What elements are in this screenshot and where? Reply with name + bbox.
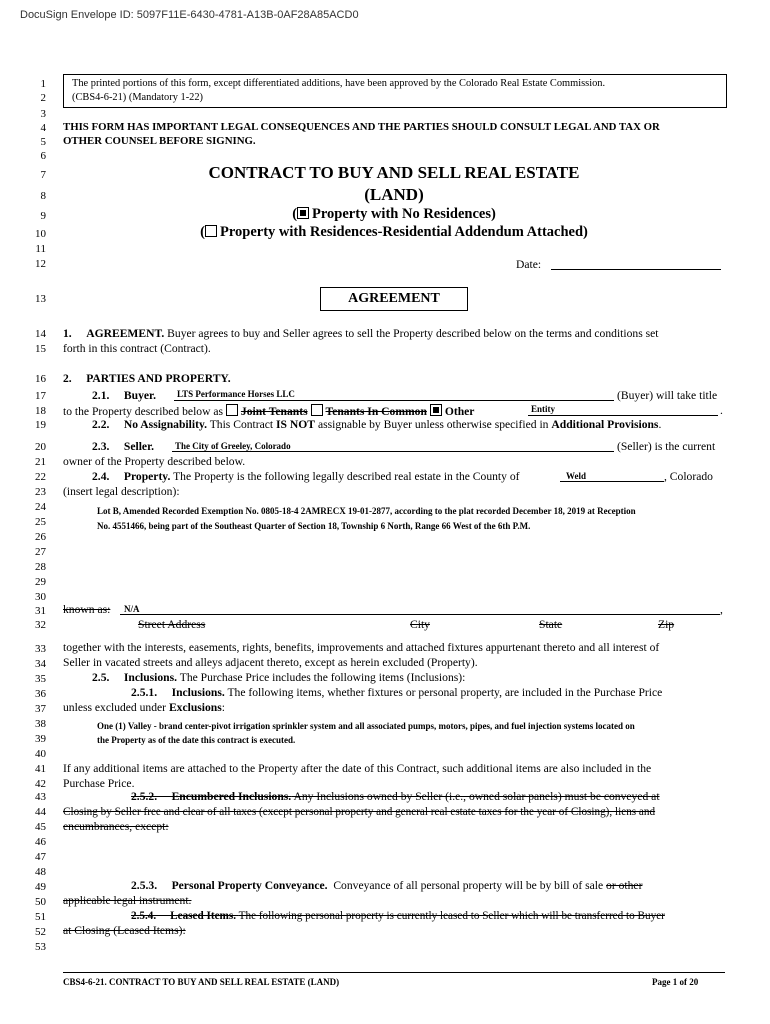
section-1-heading: AGREEMENT. <box>86 327 165 340</box>
known-as-label: known as: <box>63 603 111 616</box>
line-number: 22 <box>35 471 46 483</box>
inclusions-description-1: One (1) Valley - brand center-pivot irrigation sprinkler system and all associated pumps, motors, pipes, and fuel injection systems located on <box>97 721 635 731</box>
other-value: Entity <box>531 404 556 414</box>
line-number: 10 <box>35 228 46 240</box>
line-number: 2 <box>40 92 46 104</box>
document-subtitle: (LAND) <box>364 185 424 204</box>
line-number: 14 <box>35 328 46 340</box>
county-field[interactable] <box>560 481 664 482</box>
other-checkbox[interactable] <box>430 404 442 416</box>
line-number: 17 <box>35 390 46 402</box>
known-as-value: N/A <box>124 604 140 614</box>
buyer-field[interactable] <box>174 400 614 401</box>
leased-items-line <box>131 909 665 923</box>
assignability-label: 2.2. No Assignability. <box>92 418 207 431</box>
line-number: 40 <box>35 748 46 760</box>
line-number: 24 <box>35 501 46 513</box>
line-number: 12 <box>35 258 46 270</box>
encumbered-line-1 <box>131 790 660 804</box>
line-number: 1 <box>40 78 46 90</box>
line-number: 43 <box>35 791 46 803</box>
encumbered-label: 2.5.2. Encumbered Inclusions. <box>131 790 292 803</box>
personal-property-label: 2.5.3. Personal Property Conveyance. <box>131 879 328 892</box>
line-number: 35 <box>35 673 46 685</box>
tenants-common-label: Tenants In Common <box>325 405 427 418</box>
notice-line-1: The printed portions of this form, except differentiated additions, have been approved by the Colorado Real Estate Commission. <box>72 78 606 89</box>
section-1-line-1 <box>63 327 659 341</box>
notice-line-2: (CBS4-6-21) (Mandatory 1-22) <box>72 92 204 103</box>
line-number: 36 <box>35 688 46 700</box>
line-number: 44 <box>35 806 46 818</box>
encumbered-line-3: encumbrances, except: <box>63 820 169 833</box>
seller-value: The City of Greeley, Colorado <box>175 441 291 451</box>
line-number: 7 <box>40 169 46 181</box>
known-as-comma: , <box>720 603 723 616</box>
commission-notice-box <box>63 74 727 108</box>
footer-form-id: CBS4-6-21. CONTRACT TO BUY AND SELL REAL ESTATE (LAND) <box>63 977 340 987</box>
other-field[interactable] <box>528 415 718 416</box>
state-label: State <box>539 618 563 631</box>
inclusions-251-line <box>131 686 662 700</box>
line-number: 9 <box>40 210 46 222</box>
title-options <box>63 404 474 419</box>
seller-tail: (Seller) is the current <box>617 440 716 453</box>
line-number: 37 <box>35 703 46 715</box>
line-number: 18 <box>35 405 46 417</box>
line-number: 27 <box>35 546 46 558</box>
zip-label: Zip <box>658 618 675 631</box>
buyer-value: LTS Performance Horses LLC <box>177 389 295 399</box>
legal-description-line-1: Lot B, Amended Recorded Exemption No. 0805-18-4 2AMRECX 19-01-2877, according to the plat recorded December 18, 2019 at Reception <box>97 506 636 516</box>
date-field[interactable] <box>551 269 721 270</box>
inclusions-label: 2.5. Inclusions. <box>92 671 178 684</box>
seller-label: 2.3. Seller. <box>92 440 155 453</box>
encumbered-line-2: Closing by Seller free and clear of all taxes (except personal property and general real estate taxes for the year of Closing), liens and <box>63 806 656 818</box>
legal-warning-line-2: OTHER COUNSEL BEFORE SIGNING. <box>63 135 256 147</box>
inclusions-description-2: the Property as of the date this contract is executed. <box>97 735 296 745</box>
title-prefix: to the Property described below as <box>63 405 224 418</box>
personal-property-text: Conveyance of all personal property will be by bill of sale <box>333 879 604 892</box>
footer-rule <box>63 972 725 973</box>
line-number: 8 <box>40 190 46 202</box>
additional-items-line-2: Purchase Price. <box>63 777 135 790</box>
line-number: 21 <box>35 456 46 468</box>
footer-page-number: Page 1 of 20 <box>652 977 699 987</box>
additional-items-line-1: If any additional items are attached to the Property after the date of this Contract, such additional items are also included in the <box>63 762 652 775</box>
leased-items-line-2: at Closing (Leased Items): <box>63 924 186 937</box>
assignability-line: 2.2. No Assignability. This Contract IS NOT assignable by Buyer unless otherwise specified in Additional Provisions. <box>92 418 662 431</box>
line-number: 19 <box>35 419 46 431</box>
personal-property-line-2: applicable legal instrument. <box>63 894 192 907</box>
street-address-label: Street Address <box>138 618 206 631</box>
together-line-2: Seller in vacated streets and alleys adjacent thereto, except as herein excluded (Property). <box>63 656 478 669</box>
legal-warning-line-1: THIS FORM HAS IMPORTANT LEGAL CONSEQUENCES AND THE PARTIES SHOULD CONSULT LEGAL AND TAX OR <box>63 121 660 133</box>
property-line <box>92 470 520 484</box>
other-label: Other <box>444 405 475 418</box>
line-number: 16 <box>35 373 46 385</box>
line-number: 47 <box>35 851 46 863</box>
line-number: 32 <box>35 619 46 631</box>
property-text: The Property is the following legally described real estate in the County of <box>173 470 520 483</box>
inclusions-text: The Purchase Price includes the following items (Inclusions): <box>179 671 466 684</box>
line-number: 5 <box>40 136 46 148</box>
inclusions-251-text: The following items, whether fixtures or personal property, are included in the Purchase Price <box>227 686 663 699</box>
known-as-field[interactable] <box>120 614 720 615</box>
personal-property-line <box>131 879 642 893</box>
section-2-heading: 2. PARTIES AND PROPERTY. <box>63 372 231 385</box>
line-number: 48 <box>35 866 46 878</box>
date-label: Date: <box>516 258 542 271</box>
joint-tenants-checkbox[interactable] <box>226 404 238 416</box>
assignability-text-a: This Contract <box>209 418 274 431</box>
together-line-1: together with the interests, easements, rights, benefits, improvements and attached fixtures appurtenant thereto and all interest of <box>63 641 660 654</box>
envelope-id: DocuSign Envelope ID: 5097F11E-6430-4781-A13B-0AF28A85ACD0 <box>20 9 359 21</box>
inclusions-251-line-2: unless excluded under Exclusions: <box>63 701 226 714</box>
legal-description-line-2: No. 4551466, being part of the Southeast Quarter of Section 18, Township 6 North, Range 66 West of the 6th P.M. <box>97 521 531 531</box>
buyer-label: 2.1. Buyer. <box>92 389 156 402</box>
option-residences: ( Property with Residences-Residential Addendum Attached) <box>200 224 588 240</box>
line-number: 31 <box>35 605 46 617</box>
line-number: 52 <box>35 926 46 938</box>
line-number: 3 <box>40 108 46 120</box>
assignability-text-c: assignable by Buyer unless otherwise specified in <box>317 418 549 431</box>
option-residences-label: Property with Residences-Residential Addendum Attached) <box>219 224 588 240</box>
tenants-common-checkbox[interactable] <box>311 404 323 416</box>
line-number: 42 <box>35 778 46 790</box>
line-number: 46 <box>35 836 46 848</box>
section-1-line-2: forth in this contract (Contract). <box>63 342 211 355</box>
city-label: City <box>410 618 430 631</box>
section-1-text: Buyer agrees to buy and Seller agrees to sell the Property described below on the terms and conditions set <box>167 327 659 340</box>
assignability-additional-provisions: Additional Provisions <box>551 418 659 431</box>
line-number: 34 <box>35 658 46 670</box>
line-number: 4 <box>40 122 46 134</box>
line-number: 15 <box>35 343 46 355</box>
exclusions-ref: Exclusions <box>168 701 222 714</box>
line-number: 20 <box>35 441 46 453</box>
inclusions-251-label: 2.5.1. Inclusions. <box>131 686 225 699</box>
line-number: 38 <box>35 718 46 730</box>
agreement-heading: AGREEMENT <box>320 287 468 311</box>
line-number: 49 <box>35 881 46 893</box>
line-number: 53 <box>35 941 46 953</box>
line-number: 51 <box>35 911 46 923</box>
line-number: 6 <box>40 150 46 162</box>
line-number: 30 <box>35 591 46 603</box>
option-no-residences: ( Property with No Residences) <box>292 206 496 222</box>
county-tail: , Colorado <box>664 470 713 483</box>
line-number: 39 <box>35 733 46 745</box>
county-value: Weld <box>566 471 587 481</box>
line-number: 11 <box>35 243 46 255</box>
section-1-number: 1. <box>63 327 72 340</box>
personal-property-strike: or other <box>606 879 643 892</box>
leased-items-label: 2.5.4. Leased Items. <box>131 910 237 922</box>
encumbered-text-1: Any Inclusions owned by Seller (i.e., owned solar panels) must be conveyed at <box>293 790 660 803</box>
line-number: 26 <box>35 531 46 543</box>
joint-tenants-label: Joint Tenants <box>240 405 308 418</box>
line-number: 28 <box>35 561 46 573</box>
no-residences-checkbox[interactable] <box>297 207 309 219</box>
inclusions-line <box>92 671 465 685</box>
legal-description-label: (insert legal description): <box>63 485 180 498</box>
assignability-is-not: IS NOT <box>276 418 316 431</box>
buyer-tail: (Buyer) will take title <box>617 389 718 402</box>
option-no-residences-label: Property with No Residences) <box>312 206 496 222</box>
seller-line-2: owner of the Property described below. <box>63 455 246 468</box>
property-label: 2.4. Property. <box>92 470 171 483</box>
line-number: 41 <box>35 763 46 775</box>
line-number: 25 <box>35 516 46 528</box>
line-number: 50 <box>35 896 46 908</box>
line-number: 29 <box>35 576 46 588</box>
line-number: 33 <box>35 643 46 655</box>
title-period: . <box>720 404 723 417</box>
line-number: 13 <box>35 293 46 305</box>
document-title: CONTRACT TO BUY AND SELL REAL ESTATE <box>208 163 580 182</box>
inclusions-251-line-2a: unless excluded under <box>63 701 167 714</box>
seller-field[interactable] <box>172 451 614 452</box>
line-number: 45 <box>35 821 46 833</box>
residences-checkbox[interactable] <box>205 225 217 237</box>
leased-items-text: The following personal property is currently leased to Seller which will be transferred to Buyer <box>238 910 665 922</box>
line-number: 23 <box>35 486 46 498</box>
